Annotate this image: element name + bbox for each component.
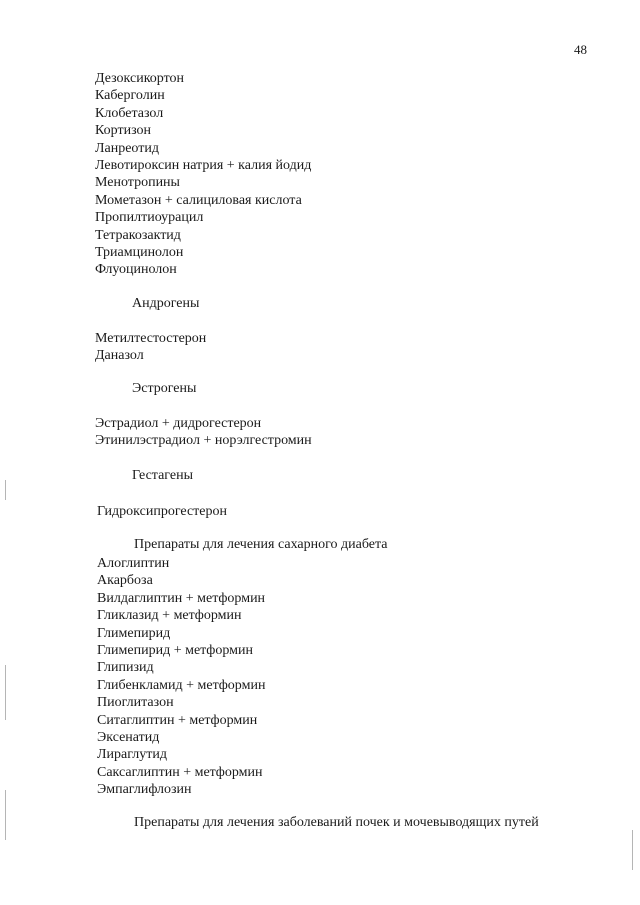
list-item: Эстрадиол + дидрогестерон: [95, 416, 262, 431]
list-item: Глимепирид + метформин: [97, 643, 253, 659]
list-item: Глипизид: [97, 660, 154, 676]
list-item: Пропилтиоурацил: [95, 210, 204, 226]
scan-artifact: [5, 665, 6, 720]
section-heading-estrogens: Эстрогены: [132, 381, 197, 396]
list-item: Левотироксин натрия + калия йодид: [95, 158, 312, 174]
list-item: Эксенатид: [97, 730, 160, 746]
list-item: Клобетазол: [95, 105, 164, 121]
list-item: Каберголин: [95, 88, 165, 104]
list-item: Гликлазид + метформин: [97, 608, 242, 624]
drug-list-gestagens: [97, 503, 227, 520]
page-number: 48: [574, 42, 587, 57]
drug-list-androgens: [95, 330, 206, 365]
list-item: Пиоглитазон: [97, 695, 174, 711]
list-item: Акарбоза: [97, 573, 153, 589]
section-heading-diabetes: Препараты для лечения сахарного диабета: [134, 537, 388, 552]
list-item: Этинилэстрадиол + норэлгестромин: [95, 433, 312, 449]
list-item: Ситаглиптин + метформин: [97, 712, 258, 728]
list-item: Глимепирид: [97, 625, 171, 641]
section-heading-gestagens: Гестагены: [132, 468, 193, 483]
list-item: Ланреотид: [95, 140, 159, 156]
list-item: Лираглутид: [97, 747, 167, 763]
list-item: Алоглиптин: [97, 556, 170, 571]
drug-list-diabetes: [97, 555, 265, 799]
list-item: Дезоксикортон: [95, 71, 185, 86]
scan-artifact: [5, 480, 6, 500]
drug-list-estrogens: [95, 415, 312, 450]
list-item: Глибенкламид + метформин: [97, 677, 266, 693]
list-item: Мометазон + салициловая кислота: [95, 192, 302, 208]
list-item: Метилтестостерон: [95, 331, 207, 346]
list-item: Даназол: [95, 348, 144, 364]
list-item: Флуоцинолон: [95, 262, 177, 278]
drug-list-continued: [95, 70, 311, 279]
list-item: Менотропины: [95, 175, 180, 191]
section-heading-kidney: Препараты для лечения заболеваний почек и мочевыводящих путей: [134, 815, 539, 830]
list-item: Гидроксипрогестерон: [97, 504, 227, 519]
list-item: Вилдаглиптин + метформин: [97, 590, 266, 606]
scan-artifact: [632, 830, 633, 870]
list-item: Тетракозактид: [95, 227, 181, 243]
list-item: Саксаглиптин + метформин: [97, 764, 263, 780]
list-item: Триамцинолон: [95, 245, 184, 261]
list-item: Кортизон: [95, 123, 152, 139]
section-heading-androgens: Андрогены: [132, 296, 200, 311]
scan-artifact: [5, 790, 6, 840]
list-item: Эмпаглифлозин: [97, 782, 192, 798]
